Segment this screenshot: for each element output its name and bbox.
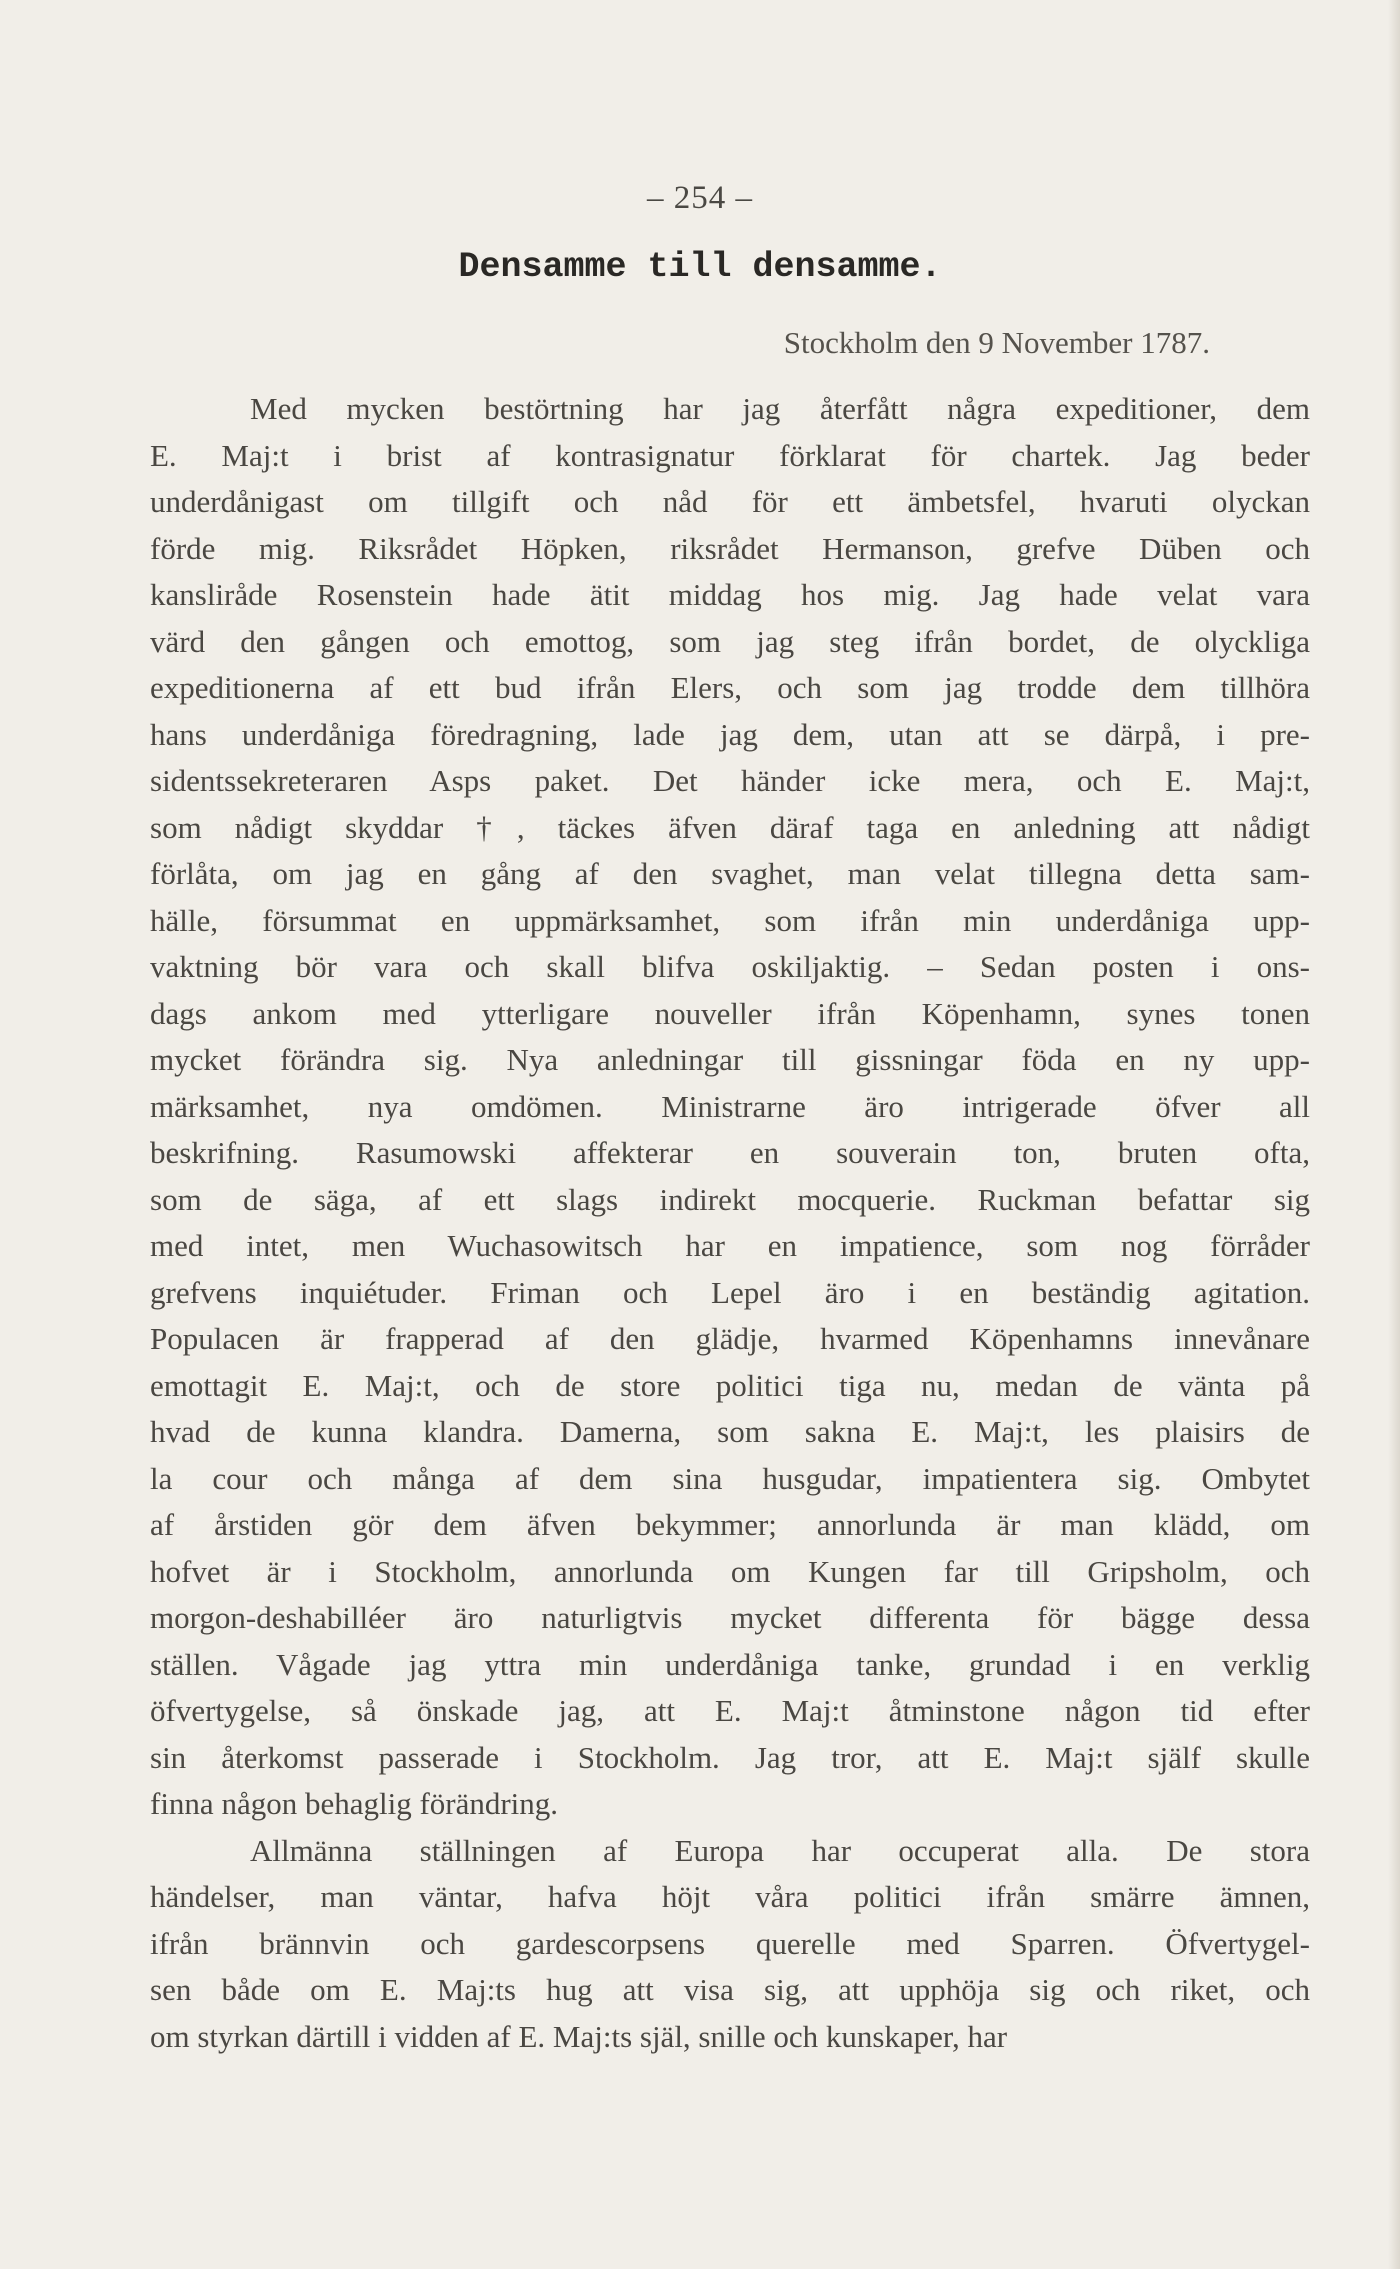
text-line: expeditionerna af ett bud ifrån Elers, och som jag trodde dem tillhöra: [150, 670, 1310, 705]
text-line: hvad de kunna klandra. Damerna, som sakna E. Maj:t, les plaisirs de: [150, 1414, 1310, 1449]
text-line: som nådigt skyddar †, täckes äfven däraf taga en anledning att nådigt: [150, 809, 1310, 845]
text-line: vaktning bör vara och skall blifva oskiljaktig. – Sedan posten i ons-: [150, 949, 1310, 984]
text-line: Populacen är frapperad af den glädje, hvarmed Köpenhamns innevånare: [150, 1321, 1310, 1356]
text-line: ställen. Vågade jag yttra min underdåniga tanke, grundad i en verklig: [150, 1646, 1310, 1682]
text-line: som de säga, af ett slags indirekt mocquerie. Ruckman befattar sig: [150, 1181, 1310, 1217]
dateline: Stockholm den 9 November 1787.: [783, 325, 1210, 360]
letter-title: Densamme till densamme.: [458, 247, 942, 287]
text-line: Allmänna ställningen af Europa har occuperat alla. De stora: [250, 1832, 1310, 1868]
paragraph-1: [150, 386, 1310, 1828]
text-line: öfvertygelse, så önskade jag, att E. Maj:t åtminstone någon tid efter: [150, 1693, 1310, 1728]
text-line: af årstiden gör dem äfven bekymmer; annorlunda är man klädd, om: [150, 1507, 1310, 1542]
text-line: ifrån brännvin och gardescorpsens querelle med Sparren. Öfvertygel-: [150, 1925, 1310, 1961]
text-line: händelser, man väntar, hafva höjt våra politici ifrån smärre ämnen,: [150, 1879, 1310, 1914]
text-line: emottagit E. Maj:t, och de store politici tiga nu, medan de vänta på: [150, 1367, 1310, 1403]
text-line: grefvens inquiétuder. Friman och Lepel äro i en beständig agitation.: [150, 1274, 1310, 1310]
text-line: morgon-deshabilléer äro naturligtvis mycket differenta för bägge dessa: [150, 1600, 1310, 1635]
text-line: sidentssekreteraren Asps paket. Det händer icke mera, och E. Maj:t,: [150, 763, 1310, 798]
text-line: la cour och många af dem sina husgudar, impatientera sig. Ombytet: [150, 1460, 1310, 1496]
text-line: värd den gången och emottog, som jag steg ifrån bordet, de olyckliga: [150, 623, 1310, 659]
text-line: hälle, försummat en uppmärksamhet, som ifrån min underdåniga upp-: [150, 902, 1310, 938]
text-line: mycket förändra sig. Nya anledningar till gissningar föda en ny upp-: [150, 1042, 1310, 1077]
text-line: med intet, men Wuchasowitsch har en impatience, som nog förråder: [150, 1228, 1310, 1263]
text-line: om styrkan därtill i vidden af E. Maj:ts själ, snille och kunskaper, har: [150, 2018, 1008, 2054]
text-line: förde mig. Riksrådet Höpken, riksrådet Hermanson, grefve Düben och: [150, 530, 1310, 566]
text-line: beskrifning. Rasumowski affekterar en souverain ton, bruten ofta,: [150, 1135, 1310, 1170]
page-edge-shadow: [1388, 0, 1400, 2269]
text-line: finna någon behaglig förändring.: [150, 1786, 559, 1821]
text-line: sin återkomst passerade i Stockholm. Jag tror, att E. Maj:t själf skulle: [150, 1739, 1310, 1775]
text-line: Med mycken bestörtning har jag återfått några expeditioner, dem: [250, 391, 1310, 426]
text-line: kansliråde Rosenstein hade ätit middag hos mig. Jag hade velat vara: [150, 577, 1310, 612]
text-line: sen både om E. Maj:ts hug att visa sig, att upphöja sig och riket, och: [150, 1972, 1310, 2007]
text-line: underdånigast om tillgift och nåd för ett ämbetsfel, hvaruti olyckan: [150, 484, 1310, 519]
text-line: E. Maj:t i brist af kontrasignatur förklarat för chartek. Jag beder: [150, 437, 1310, 473]
text-line: hans underdåniga föredragning, lade jag dem, utan att se därpå, i pre-: [150, 716, 1310, 752]
text-line: hofvet är i Stockholm, annorlunda om Kungen far till Gripsholm, och: [150, 1553, 1310, 1589]
text-line: förlåta, om jag en gång af den svaghet, man velat tillegna detta sam-: [150, 856, 1310, 891]
page-number: – 254 –: [647, 180, 753, 216]
letter-body: [150, 386, 1310, 2060]
text-line: märksamhet, nya omdömen. Ministrarne äro intrigerade öfver all: [150, 1088, 1310, 1124]
paragraph-2: [150, 1828, 1310, 2061]
text-line: dags ankom med ytterligare nouveller ifrån Köpenhamn, synes tonen: [150, 995, 1310, 1031]
